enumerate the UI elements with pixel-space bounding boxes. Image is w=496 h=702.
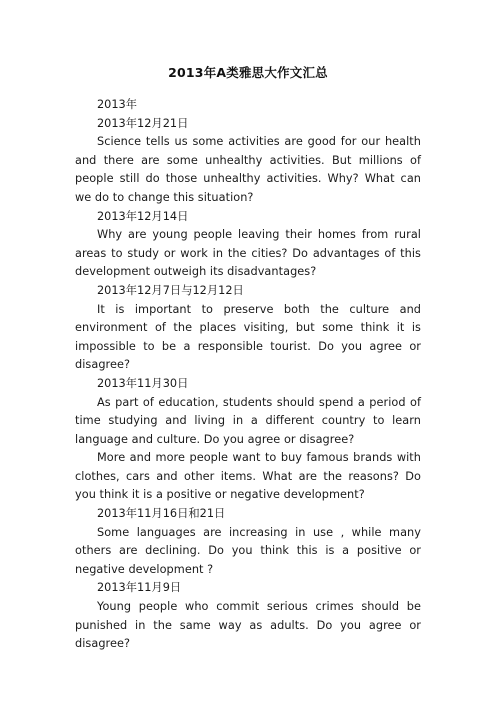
essay-prompt: Young people who commit serious crimes should be punished in the same way as adults. Do you agree or disagree?: [75, 600, 421, 651]
essay-prompt: As part of education, students should spend a period of time studying and living in a different country to learn language and culture. Do you agree or disagree?: [75, 395, 421, 446]
entry-date: 2013年11月30日: [97, 376, 189, 390]
essay-prompt: More and more people want to buy famous brands with clothes, cars and other items. What are the reasons? Do you think it is a positive or negative development?: [75, 451, 421, 502]
entry-date: 2013年12月21日: [97, 116, 189, 130]
essay-prompt: Why are young people leaving their homes from rural areas to study or work in the cities? Do advantages of this development outweigh its disadvantages?: [75, 228, 421, 279]
essay-prompt: Some languages are increasing in use , while many others are declining. Do you think this is a positive or negative development ?: [75, 525, 421, 576]
document-body: [75, 96, 421, 654]
document-title: 2013年A类雅思大作文汇总: [168, 65, 328, 80]
entry-date: 2013年11月16日和21日: [97, 507, 226, 521]
essay-prompt: Science tells us some activities are good for our health and there are some unhealthy activities. But millions of people still do those unhealthy activities. Why? What can we do to change this situation?: [75, 135, 421, 204]
essay-prompt: It is important to preserve both the culture and environment of the places visiting, but some think it is impossible to be a responsible tourist. Do you agree or disagree?: [75, 302, 421, 372]
entry-date: 2013年12月7日与12月12日: [97, 283, 244, 297]
entry-date: 2013年11月9日: [97, 581, 182, 595]
entry-date: 2013年: [97, 98, 138, 111]
entry-date: 2013年12月14日: [97, 209, 189, 223]
